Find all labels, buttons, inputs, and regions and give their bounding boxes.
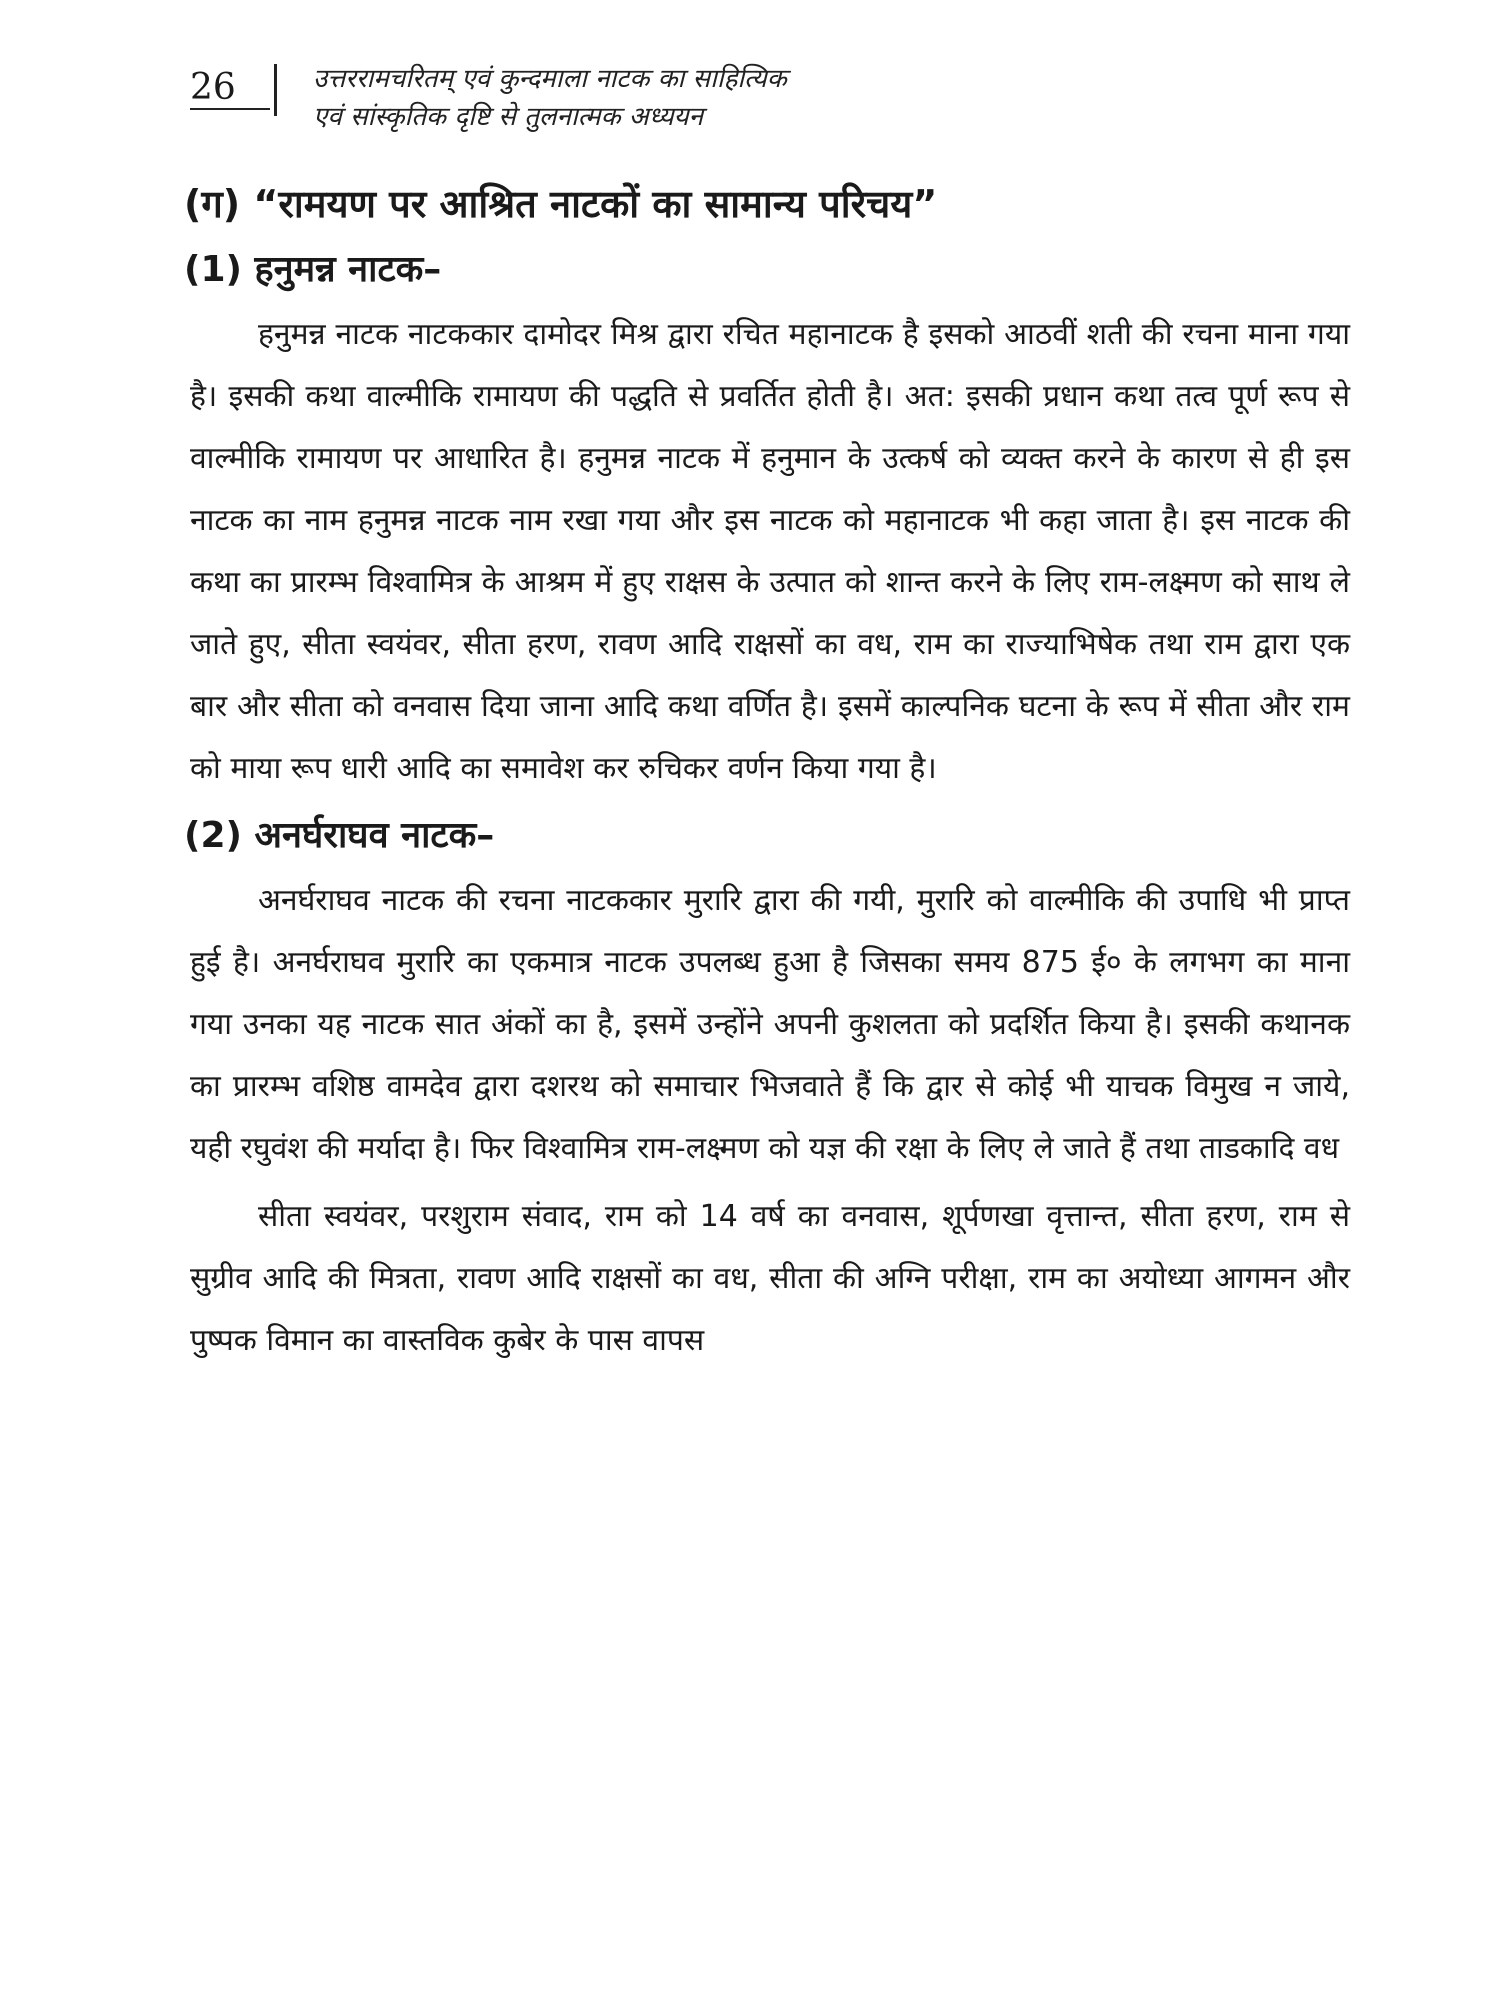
subsection-heading-hanumann: (1) हनुमन्न नाटक–: [184, 249, 442, 290]
header-divider: [274, 64, 277, 116]
paragraph-anargharaghav-continued: सीता स्वयंवर, परशुराम संवाद, राम को 14 वर्ष का वनवास, शूर्पणखा वृत्तान्त, सीता हरण, राम से सुग्रीव आदि की मित्रता, रावण आदि राक्षसों का वध, सीता की अग्नि परीक्षा, राम का अयोध्या आगमन और पुष्पक विमान का वास्तविक कुबेर के पास वापस: [190, 1199, 1350, 1358]
paragraph-anargharaghav-natak: अनर्घराघव नाटक की रचना नाटककार मुरारि द्वारा की गयी, मुरारि को वाल्मीकि की उपाधि भी प्राप्त हुई है। अनर्घराघव मुरारि का एकमात्र नाटक उपलब्ध हुआ है जिसका समय 875 ई० के लगभग का माना गया उनका यह नाटक सात अंकों का है, इसमें उन्होंने अपनी कुशलता को प्रदर्शित किया है। इसकी कथानक का प्रारम्भ वशिष्ठ वामदेव द्वारा दशरथ को समाचार भिजवाते हैं कि द्वार से कोई भी याचक विमुख न जाये, यही रघुवंश की मर्यादा है। फिर विश्वामित्र राम-लक्ष्मण को यज्ञ की रक्षा के लिए ले जाते हैं तथा ताडकादि वध: [190, 883, 1350, 1166]
running-title-line-1: उत्तररामचरितम् एवं कुन्दमाला नाटक का साहित्यिक: [313, 64, 787, 94]
page-number: 26: [190, 60, 270, 110]
subsection-heading-anargharaghav: (2) अनर्घराघव नाटक–: [184, 815, 495, 856]
running-title: [313, 60, 787, 136]
section-heading: (ग) “रामयण पर आश्रित नाटकों का सामान्य परिचय”: [184, 182, 938, 226]
paragraph-hanumann-natak: हनुमन्न नाटक नाटककार दामोदर मिश्र द्वारा रचित महानाटक है इसको आठवीं शती की रचना माना गया है। इसकी कथा वाल्मीकि रामायण की पद्धति से प्रवर्तित होती है। अत: इसकी प्रधान कथा तत्व पूर्ण रूप से वाल्मीकि रामायण पर आधारित है। हनुमन्न नाटक में हनुमान के उत्कर्ष को व्यक्त करने के कारण से ही इस नाटक का नाम हनुमन्न नाटक नाम रखा गया और इस नाटक को महानाटक भी कहा जाता है। इस नाटक की कथा का प्रारम्भ विश्वामित्र के आश्रम में हुए राक्षस के उत्पात को शान्त करने के लिए राम-लक्ष्मण को साथ ले जाते हुए, सीता स्वयंवर, सीता हरण, रावण आदि राक्षसों का वध, राम का राज्याभिषेक तथा राम द्वारा एक बार और सीता को वनवास दिया जाना आदि कथा वर्णित है। इसमें काल्पनिक घटना के रूप में सीता और राम को माया रूप धारी आदि का समावेश कर रुचिकर वर्णन किया गया है।: [190, 317, 1350, 786]
running-header: [190, 60, 1350, 160]
running-title-line-2: एवं सांस्कृतिक दृष्टि से तुलनात्मक अध्ययन: [313, 102, 704, 132]
